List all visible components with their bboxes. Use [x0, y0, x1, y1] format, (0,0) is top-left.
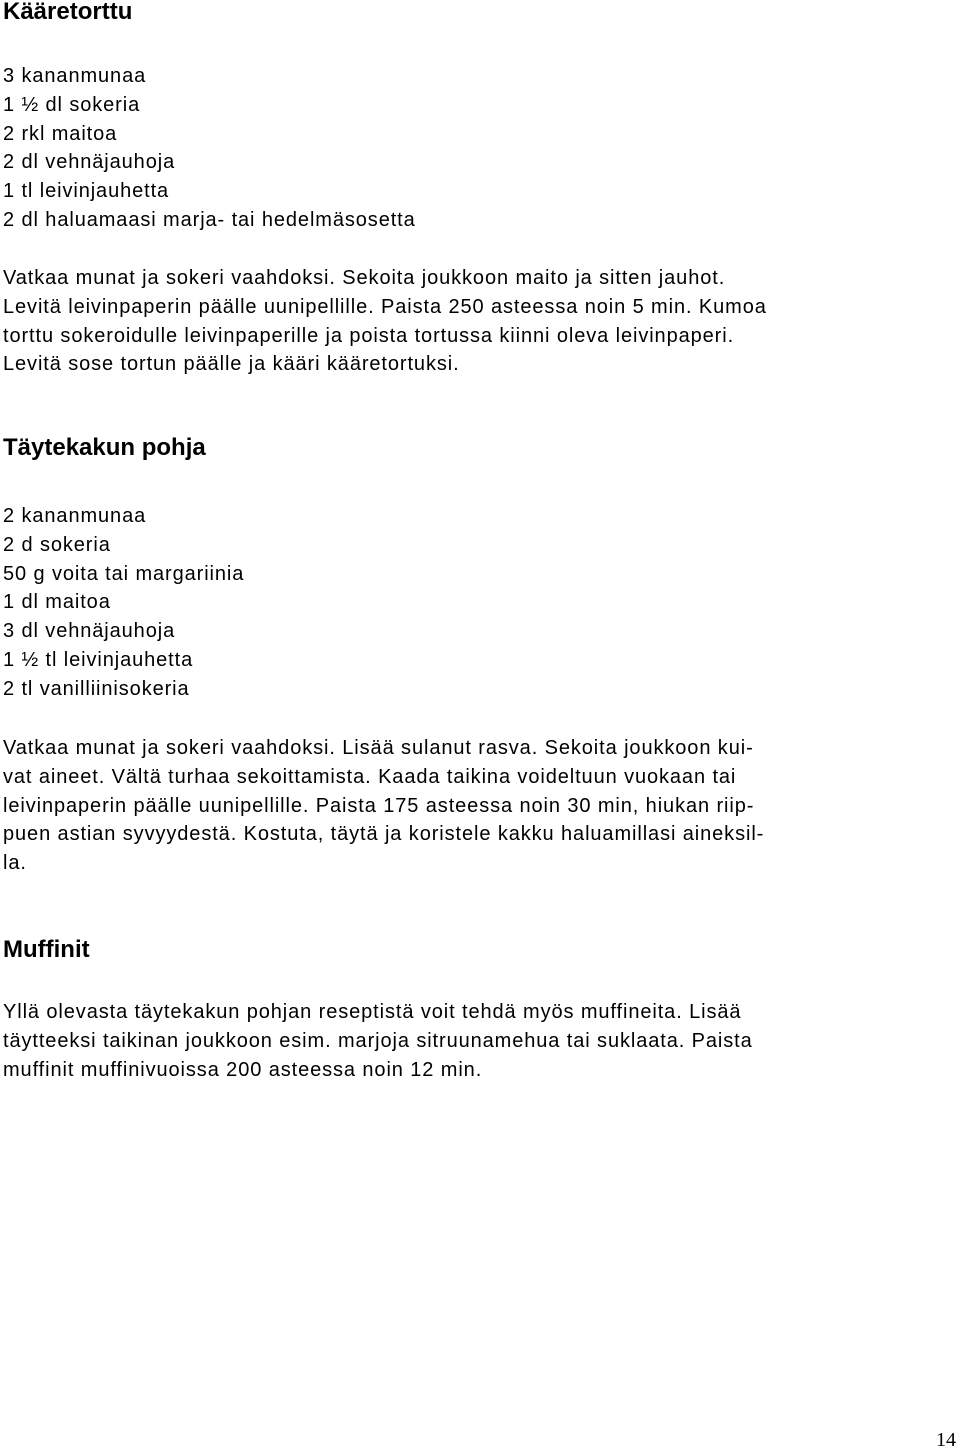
instruction-line: leivinpaperin päälle uunipellille. Paista 175 asteessa noin 30 min, hiukan riip- [3, 794, 755, 817]
instruction-line: Vatkaa munat ja sokeri vaahdoksi. Lisää sulanut rasva. Sekoita joukkoon kui- [3, 737, 754, 759]
ingredient-item: 2 kananmunaa [3, 505, 147, 527]
instructions-muffinit [3, 998, 753, 1084]
ingredient-item: 1 tl leivinjauhetta [3, 180, 170, 203]
ingredient-list-kaaretorttu [3, 62, 416, 235]
section-title-muffinit: Muffinit [3, 936, 90, 963]
ingredient-item: 50 g voita tai margariinia [3, 562, 245, 585]
ingredient-item: 2 dl vehnäjauhoja [3, 151, 176, 174]
ingredient-item: 3 dl vehnäjauhoja [3, 620, 176, 643]
instruction-line: Vatkaa munat ja sokeri vaahdoksi. Sekoita joukkoon maito ja sitten jauhot. [3, 267, 726, 289]
page-number: 14 [936, 1429, 956, 1451]
ingredient-item: 1 dl maitoa [3, 591, 111, 614]
ingredient-item: 3 kananmunaa [3, 65, 147, 87]
instruction-line: Levitä sose tortun päälle ja kääri kääretortuksi. [3, 353, 460, 376]
instruction-line: vat aineet. Vältä turhaa sekoittamista. Kaada taikina voideltuun vuokaan tai [3, 765, 737, 788]
instructions-kaaretorttu [3, 264, 767, 379]
ingredient-list-taytekakun-pohja [3, 502, 244, 704]
ingredient-item: 2 tl vanilliinisokeria [3, 677, 190, 700]
instruction-line: Yllä olevasta täytekakun pohjan reseptistä voit tehdä myös muffineita. Lisää [3, 1001, 742, 1023]
instruction-line: Levitä leivinpaperin päälle uunipellille. Paista 250 asteessa noin 5 min. Kumoa [3, 295, 767, 318]
ingredient-item: 2 rkl maitoa [3, 122, 118, 145]
ingredient-item: 2 dl haluamaasi marja- tai hedelmäsosetta [3, 208, 416, 231]
section-title-kaaretorttu: Kääretorttu [3, 0, 133, 25]
ingredient-item: 1 ½ dl sokeria [3, 93, 141, 116]
instruction-line: täytteeksi taikinan joukkoon esim. marjoja sitruunamehua tai suklaata. Paista [3, 1029, 753, 1052]
ingredient-item: 1 ½ tl leivinjauhetta [3, 648, 194, 671]
instruction-line: la. [3, 852, 27, 875]
instruction-line: muffinit muffinivuoissa 200 asteessa noin 12 min. [3, 1058, 483, 1081]
ingredient-item: 2 d sokeria [3, 533, 111, 556]
instructions-taytekakun-pohja [3, 734, 764, 878]
instruction-line: torttu sokeroidulle leivinpaperille ja poista tortussa kiinni oleva leivinpaperi. [3, 324, 735, 347]
instruction-line: puen astian syvyydestä. Kostuta, täytä ja koristele kakku haluamillasi aineksil- [3, 823, 765, 846]
section-title-taytekakun-pohja: Täytekakun pohja [3, 434, 206, 461]
